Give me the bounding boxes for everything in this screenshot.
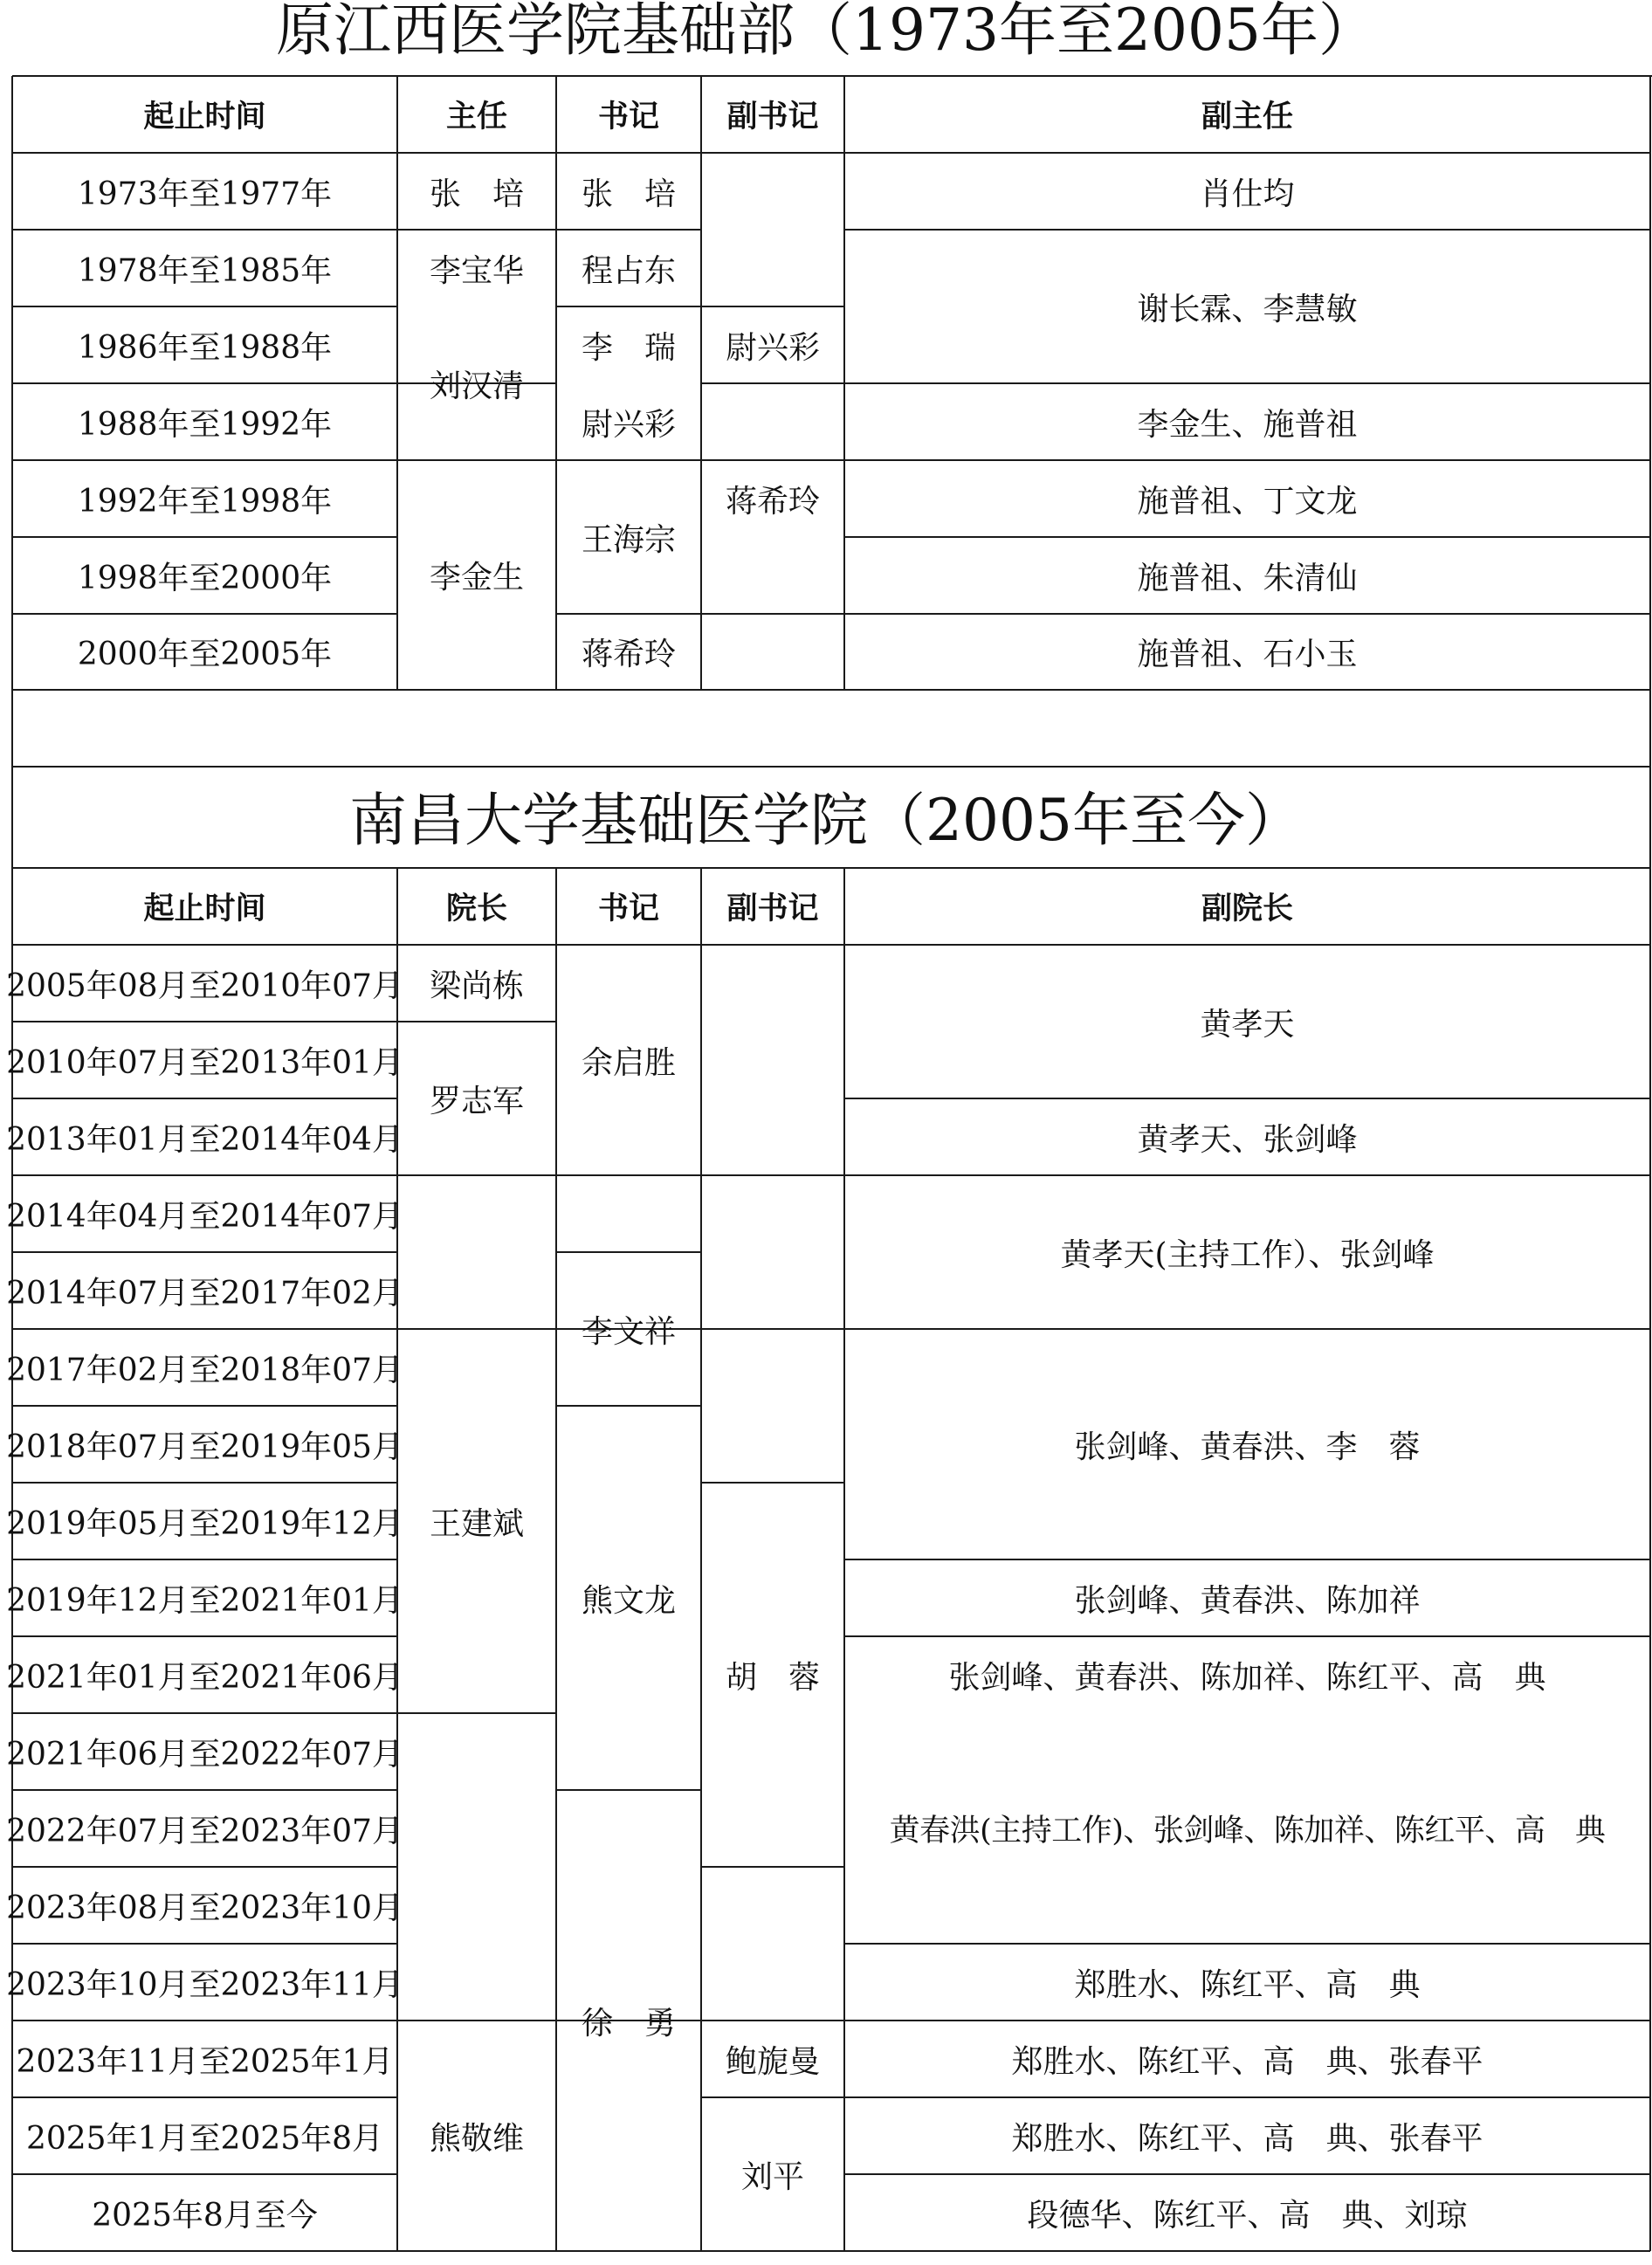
s2-period: 2014年04月至2014年07月: [6, 1198, 403, 1235]
s1-director: 李金生: [429, 560, 524, 596]
s2-period: 2019年05月至2019年12月: [6, 1505, 403, 1542]
s2-dean: 罗志军: [429, 1083, 524, 1119]
section2-title: 南昌大学基础医学院（2005年至今）: [349, 787, 1303, 854]
s2-period: 2025年8月至今: [92, 2197, 318, 2234]
s2-header-period: 起止时间: [143, 892, 266, 926]
s1-deputy-director: 谢长霖、李慧敏: [1137, 291, 1358, 327]
s1-deputy-secretary: 蒋希玲: [725, 483, 820, 520]
s1-secretary: 蒋希玲: [581, 637, 676, 672]
s2-period: 2023年08月至2023年10月: [6, 1890, 403, 1926]
s2-period: 2023年10月至2023年11月: [6, 1966, 403, 2003]
s2-header-dean: 院长: [445, 892, 507, 926]
s1-period: 1998年至2000年: [77, 560, 333, 596]
s2-dean: 熊敬维: [429, 2120, 524, 2157]
s1-header-secretary: 书记: [597, 100, 659, 134]
s2-secretary: 熊文龙: [581, 1582, 676, 1619]
s1-period: 1988年至1992年: [77, 406, 333, 443]
s2-deputy-dean: 张剑峰、黄春洪、陈加祥: [1074, 1582, 1421, 1619]
s2-period: 2022年07月至2023年07月: [6, 1813, 403, 1849]
s2-deputy-dean: 黄春洪(主持工作)、张剑峰、陈加祥、陈红平、高 典: [889, 1814, 1606, 1848]
s2-period: 2019年12月至2021年01月: [6, 1582, 403, 1619]
s1-deputy-secretary: 尉兴彩: [725, 329, 820, 366]
s2-deputy-dean: 张剑峰、黄春洪、陈加祥、陈红平、高 典: [948, 1659, 1546, 1696]
s1-deputy-director: 施普祖、石小玉: [1137, 637, 1358, 672]
s1-director: 李宝华: [429, 252, 524, 289]
s2-period: 2010年07月至2013年01月: [6, 1044, 403, 1081]
s1-secretary: 李 瑞: [581, 329, 676, 366]
s2-period: 2021年01月至2021年06月: [6, 1659, 403, 1696]
s1-secretary: 程占东: [581, 252, 676, 289]
s1-period: 1978年至1985年: [77, 252, 333, 289]
s1-header-deputy-director: 副主任: [1201, 100, 1293, 134]
s2-deputy-dean: 黄孝天: [1200, 1006, 1295, 1043]
s1-deputy-director: 肖仕均: [1200, 176, 1295, 212]
s1-deputy-director: 施普祖、丁文龙: [1137, 483, 1358, 520]
section1-title: 原江西医学院基础部（1973年至2005年）: [276, 0, 1376, 64]
s2-header-deputy-secretary: 副书记: [726, 892, 819, 926]
s2-dean: 王建斌: [429, 1505, 524, 1542]
s1-director: 张 培: [429, 176, 524, 212]
s2-dean: 梁尚栋: [429, 967, 524, 1004]
s2-deputy-dean: 郑胜水、陈红平、高 典、张春平: [1011, 2043, 1483, 2080]
s2-period: 2014年07月至2017年02月: [6, 1275, 403, 1311]
s2-period: 2005年08月至2010年07月: [6, 967, 403, 1004]
s2-header-deputy-dean: 副院长: [1201, 892, 1293, 926]
s2-deputy-secretary: 胡 蓉: [725, 1659, 820, 1696]
s1-header-deputy-secretary: 副书记: [726, 100, 819, 134]
s2-period: 2013年01月至2014年04月: [6, 1121, 403, 1158]
s1-director: 刘汉清: [429, 368, 524, 404]
s1-period: 1973年至1977年: [77, 176, 333, 212]
s2-deputy-dean: 黄孝天、张剑峰: [1137, 1121, 1358, 1158]
s2-deputy-secretary: 刘平: [740, 2158, 804, 2195]
s1-header-period: 起止时间: [143, 100, 266, 134]
s2-deputy-dean: 郑胜水、陈红平、高 典、张春平: [1011, 2120, 1483, 2157]
s2-secretary: 余启胜: [581, 1044, 676, 1081]
s1-period: 1986年至1988年: [77, 329, 333, 366]
s2-secretary: 徐 勇: [581, 2005, 676, 2041]
s2-deputy-dean: 黄孝天(主持工作）、张剑峰: [1060, 1236, 1435, 1273]
s1-secretary: 张 培: [581, 176, 676, 212]
s2-deputy-dean: 张剑峰、黄春洪、李 蓉: [1074, 1429, 1421, 1465]
s2-secretary: 李文祥: [581, 1313, 676, 1350]
s1-period: 2000年至2005年: [77, 637, 333, 672]
s2-period: 2023年11月至2025年1月: [16, 2043, 394, 2080]
s2-period: 2025年1月至2025年8月: [25, 2120, 384, 2157]
s1-header-director: 主任: [445, 100, 507, 134]
s1-deputy-director: 施普祖、朱清仙: [1137, 560, 1358, 596]
s2-period: 2018年07月至2019年05月: [6, 1429, 403, 1465]
s1-period: 1992年至1998年: [77, 483, 333, 520]
s2-header-secretary: 书记: [597, 892, 659, 926]
s2-deputy-secretary: 鲍旎曼: [725, 2043, 820, 2080]
s2-period: 2017年02月至2018年07月: [6, 1352, 403, 1388]
s2-deputy-dean: 郑胜水、陈红平、高 典: [1074, 1966, 1421, 2003]
s2-deputy-dean: 段德华、陈红平、高 典、刘琼: [1027, 2197, 1468, 2234]
s1-secretary: 王海宗: [581, 521, 676, 558]
s2-period: 2021年06月至2022年07月: [6, 1736, 403, 1773]
s1-secretary: 尉兴彩: [581, 406, 676, 443]
s1-deputy-director: 李金生、施普祖: [1137, 406, 1358, 443]
